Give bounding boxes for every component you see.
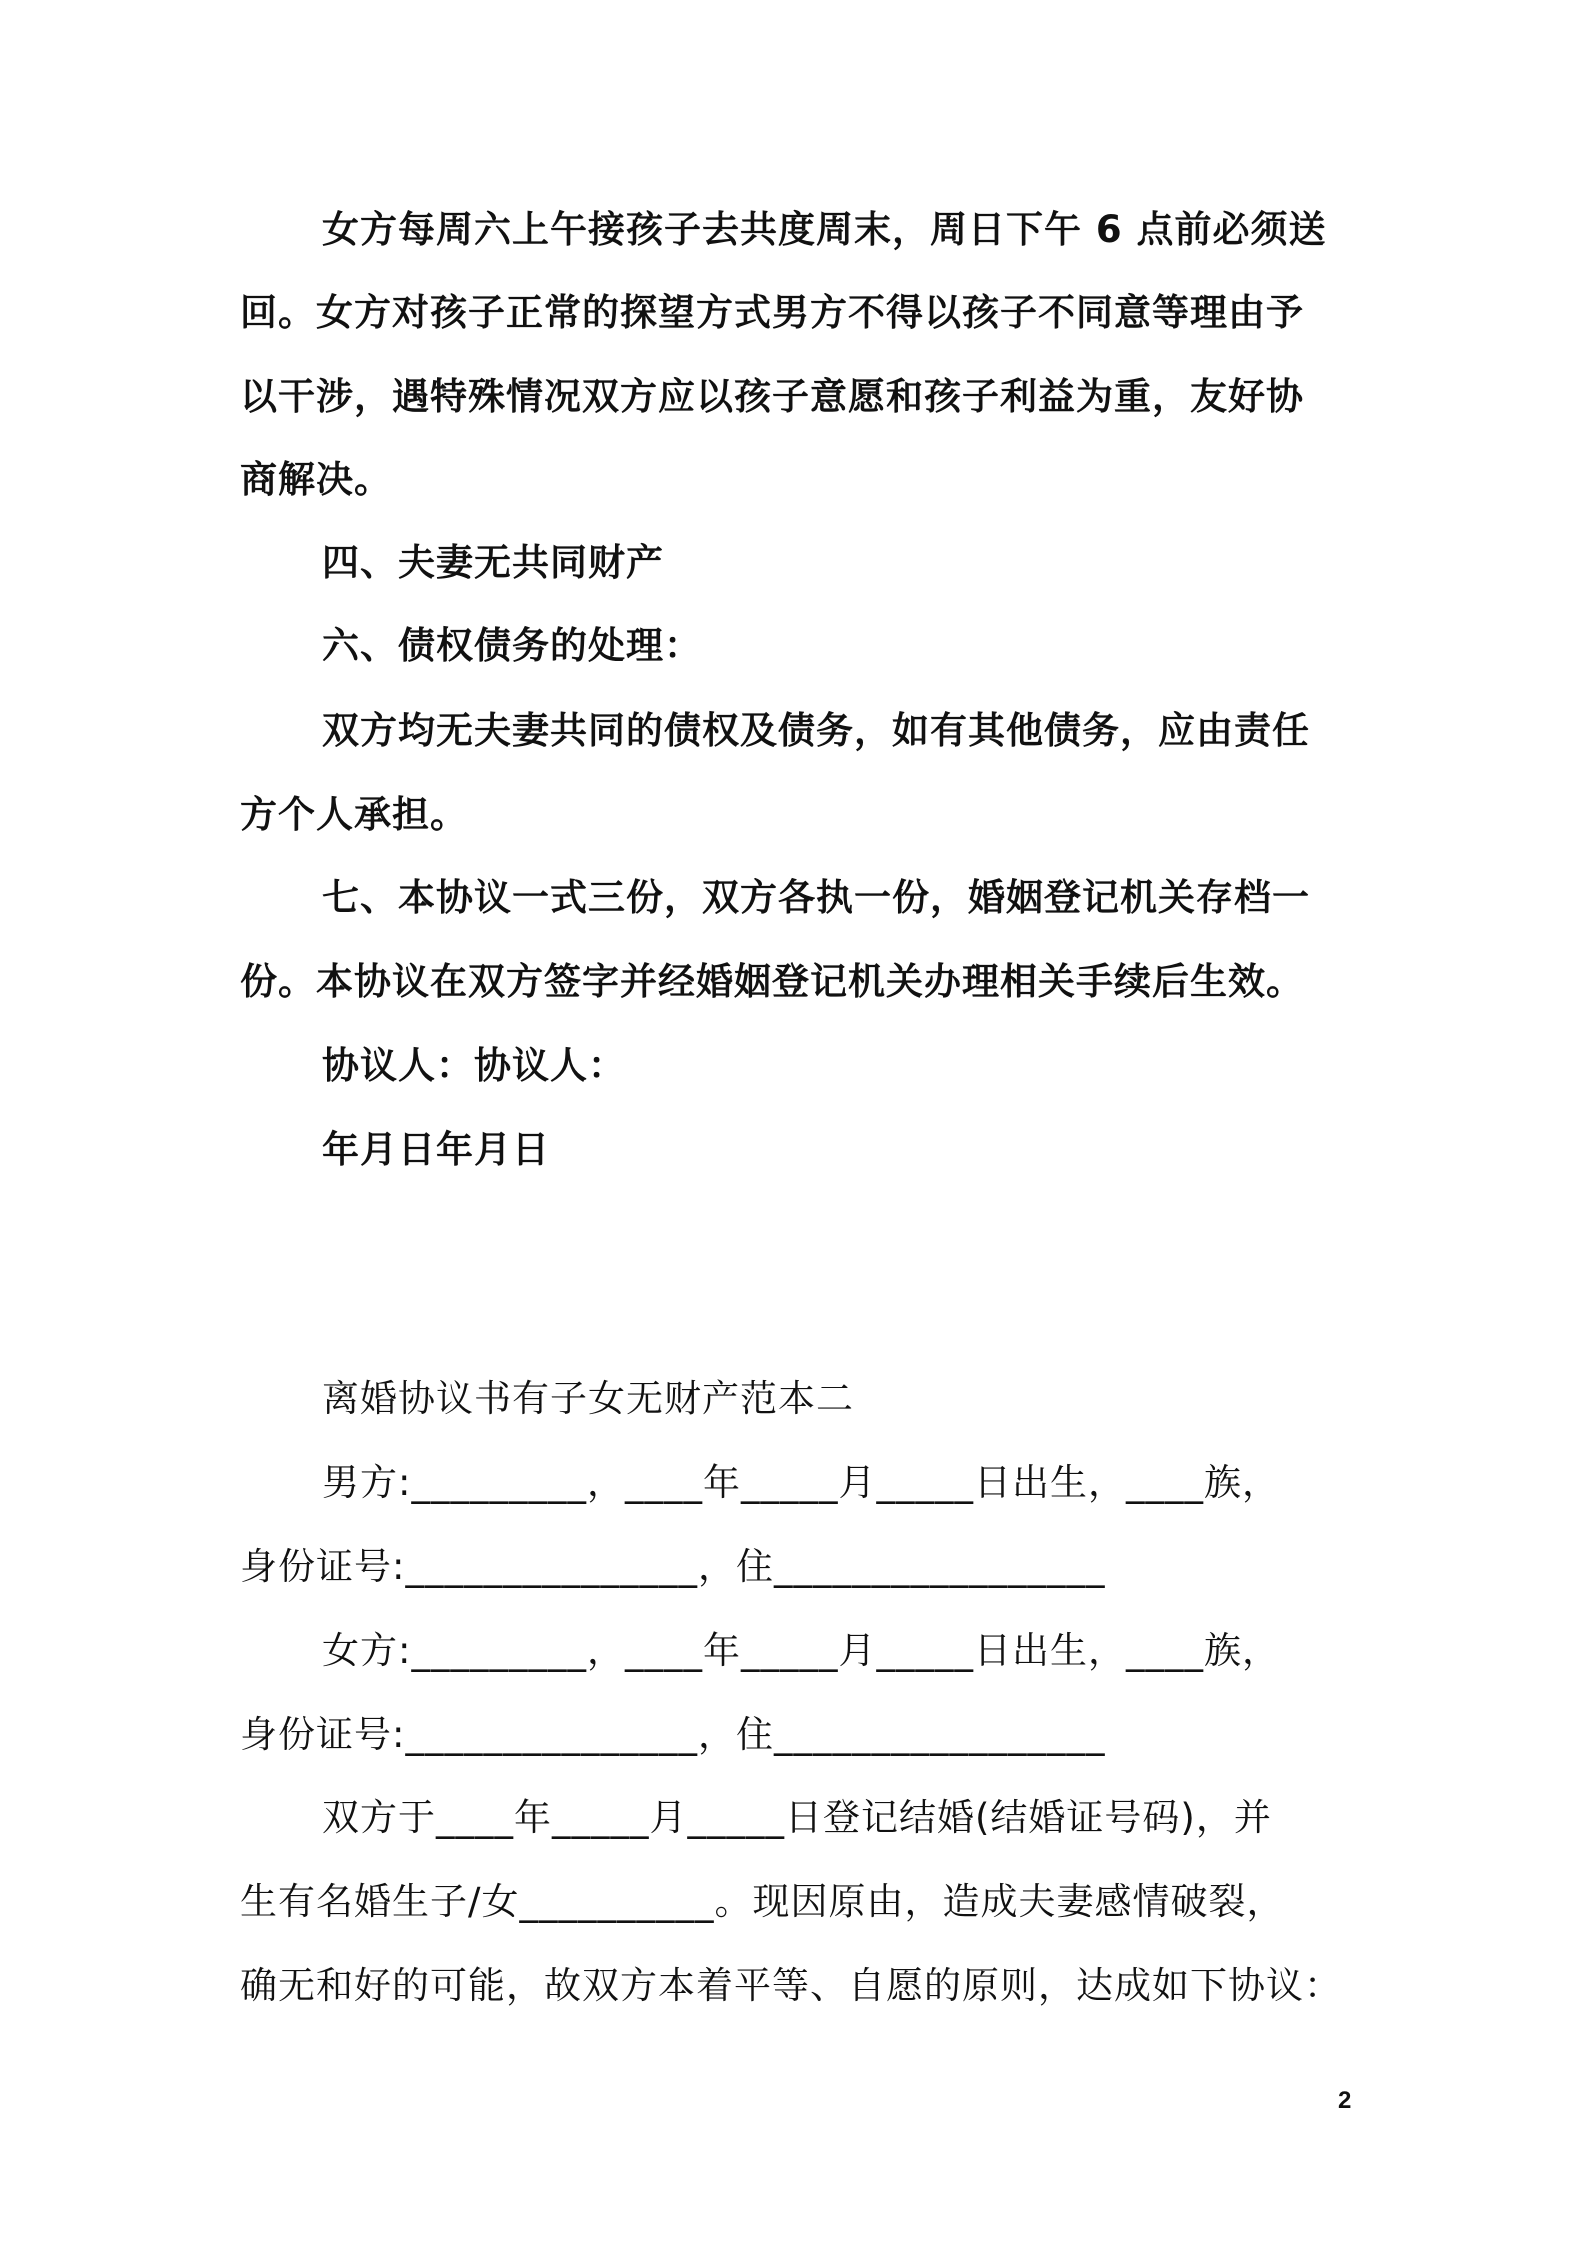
- page-number: 2: [1338, 2087, 1352, 2114]
- paragraph-line: 生有名婚生子/女__________。现因原由，造成夫妻感情破裂，: [240, 1880, 1285, 1923]
- paragraph-line: 回。女方对孩子正常的探望方式男方不得以孩子不同意等理由予: [240, 291, 1304, 334]
- paragraph-line: 方个人承担。: [240, 793, 468, 836]
- document-title: 离婚协议书有子女无财产范本二: [322, 1377, 854, 1420]
- date-line: 年月日年月日: [322, 1128, 550, 1171]
- female-party-line: 女方:_________，____年_____月_____日出生，____族，: [322, 1629, 1280, 1672]
- male-party-line: 男方:_________，____年_____月_____日出生，____族，: [322, 1461, 1280, 1504]
- section-heading: 六、债权债务的处理：: [322, 624, 702, 667]
- male-id-line: 身份证号:_______________，住_________________: [240, 1545, 1106, 1588]
- paragraph-line: 双方于____年_____月_____日登记结婚(结婚证号码)，并: [322, 1796, 1272, 1839]
- paragraph-line: 双方均无夫妻共同的债权及债务，如有其他债务，应由责任: [322, 709, 1310, 752]
- paragraph-line: 七、本协议一式三份，双方各执一份，婚姻登记机关存档一: [322, 876, 1310, 919]
- female-id-line: 身份证号:_______________，住_________________: [240, 1713, 1106, 1756]
- section-heading: 四、夫妻无共同财产: [322, 541, 664, 584]
- paragraph-line: 确无和好的可能，故双方本着平等、自愿的原则，达成如下协议：: [240, 1964, 1342, 2007]
- paragraph-line: 份。本协议在双方签字并经婚姻登记机关办理相关手续后生效。: [240, 960, 1304, 1003]
- paragraph-line: 商解决。: [240, 458, 392, 501]
- signature-line: 协议人：协议人：: [322, 1044, 626, 1087]
- paragraph-line: 女方每周六上午接孩子去共度周末，周日下午 6 点前必须送: [322, 208, 1327, 251]
- paragraph-line: 以干涉，遇特殊情况双方应以孩子意愿和孩子利益为重，友好协: [240, 375, 1304, 418]
